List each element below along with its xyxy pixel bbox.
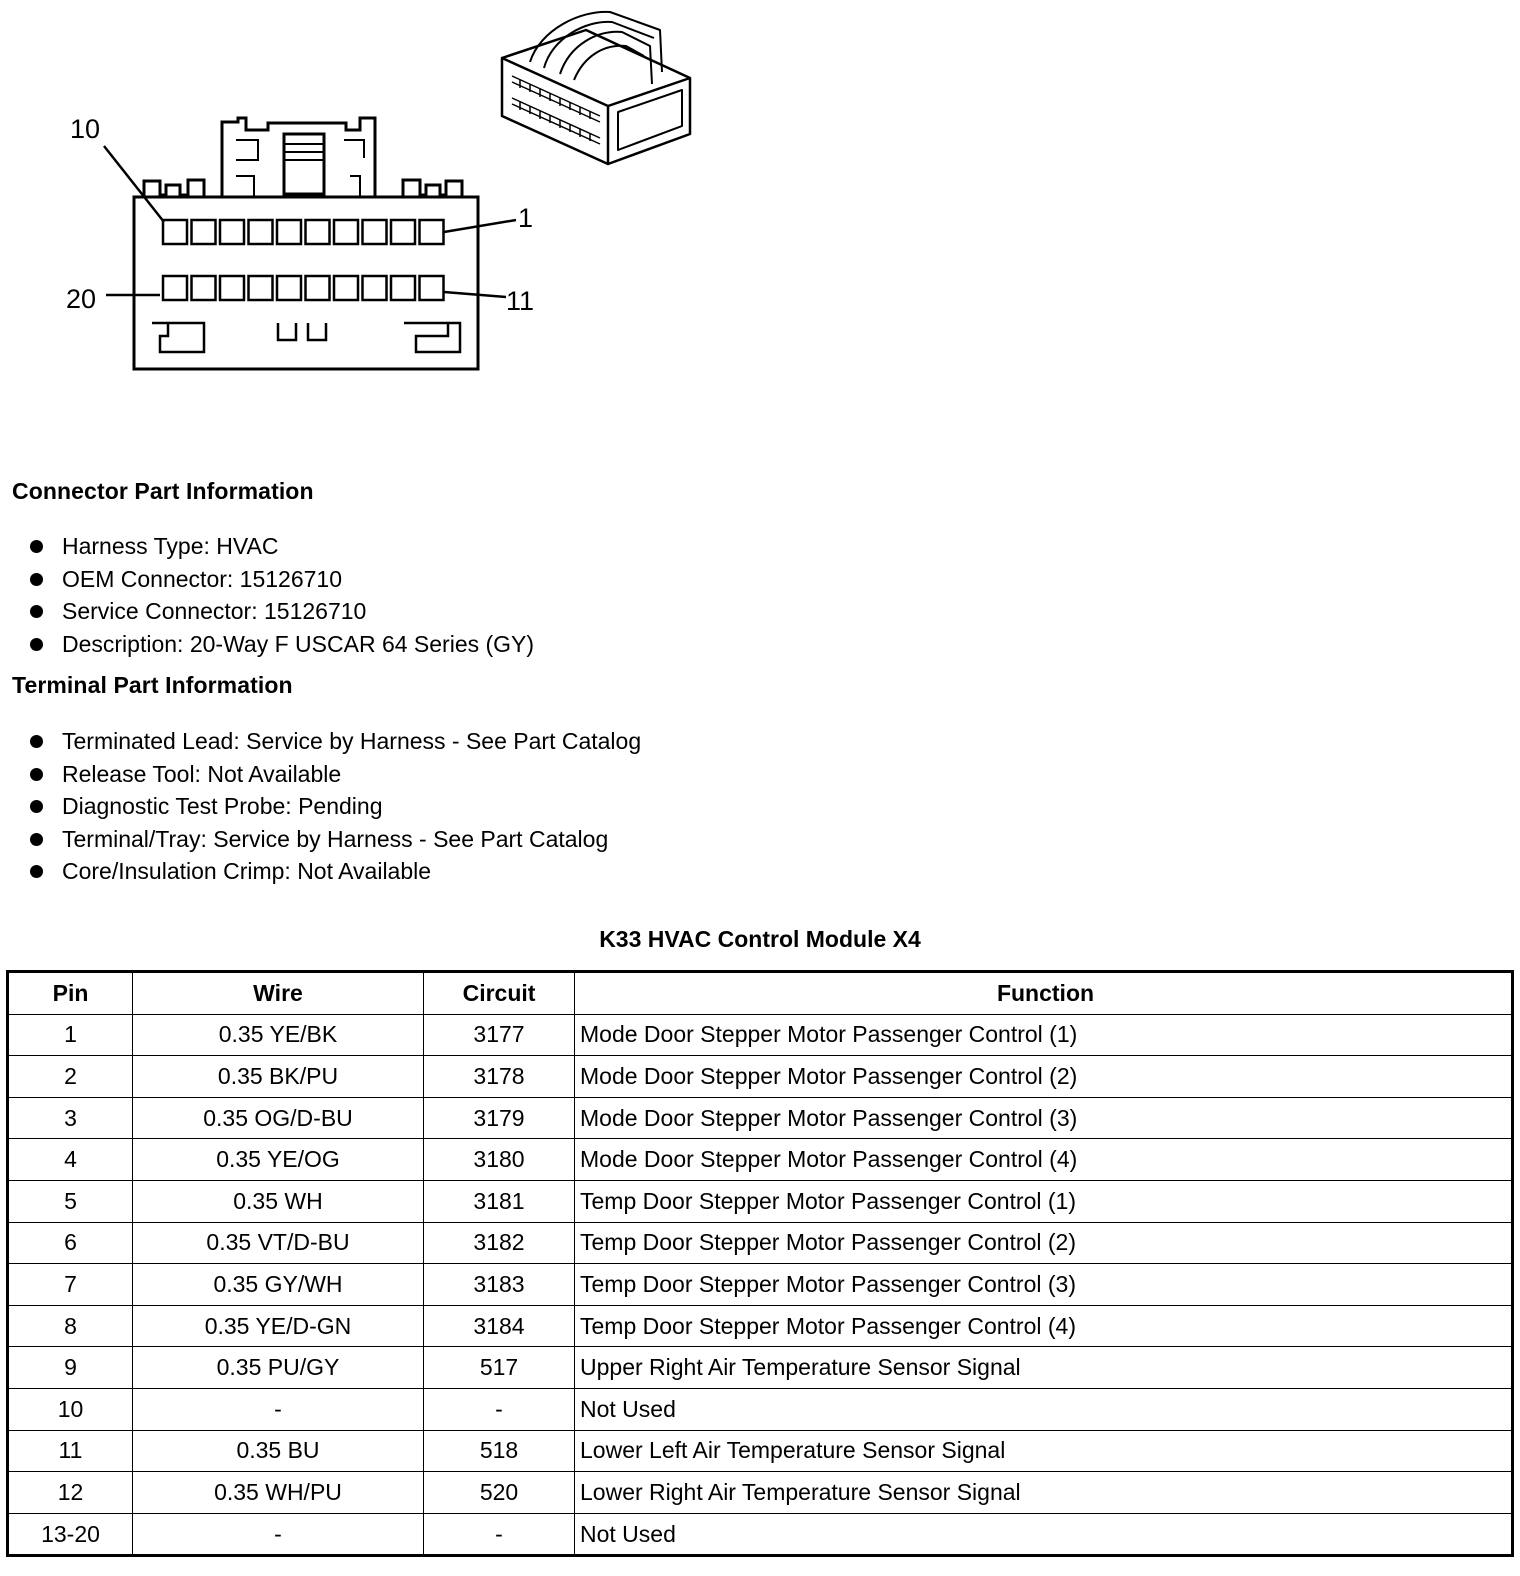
cell-pin: 11	[8, 1430, 133, 1472]
connector-diagram	[0, 0, 1520, 420]
cell-wire: 0.35 YE/BK	[133, 1014, 424, 1056]
cell-circuit: 3183	[424, 1264, 575, 1306]
cell-circuit: 3179	[424, 1097, 575, 1139]
cell-wire: 0.35 BU	[133, 1430, 424, 1472]
cell-wire: 0.35 YE/D-GN	[133, 1305, 424, 1347]
cell-pin: 10	[8, 1388, 133, 1430]
table-body	[8, 1014, 1513, 1556]
bullet-icon	[30, 605, 43, 618]
cell-pin: 8	[8, 1305, 133, 1347]
cell-function: Not Used	[575, 1513, 1513, 1556]
cell-pin: 12	[8, 1472, 133, 1514]
cavity-bottom-cavity	[163, 276, 187, 300]
cell-function: Mode Door Stepper Motor Passenger Control (2)	[575, 1056, 1513, 1098]
cavity-top-cavity	[363, 220, 387, 244]
bullet-icon	[30, 865, 43, 878]
cavity-bottom-cavity	[220, 276, 244, 300]
cell-wire: -	[133, 1513, 424, 1556]
list-item: Terminated Lead: Service by Harness - See Part Catalog	[28, 725, 641, 758]
cell-function: Mode Door Stepper Motor Passenger Control (1)	[575, 1014, 1513, 1056]
connector-bottom-keys	[152, 323, 460, 352]
table-row	[8, 1222, 1513, 1264]
cavity-bottom-cavity	[192, 276, 216, 300]
connector-top-tabs-right	[403, 180, 462, 197]
cavity-row-bottom	[163, 276, 444, 300]
connector-latch-tower	[222, 118, 375, 197]
cell-circuit: 517	[424, 1347, 575, 1389]
table-row	[8, 1056, 1513, 1098]
cavity-top-cavity	[277, 220, 301, 244]
leader-line-pin1	[444, 220, 516, 232]
cavity-top-cavity	[220, 220, 244, 244]
cell-function: Temp Door Stepper Motor Passenger Control (2)	[575, 1222, 1513, 1264]
cell-pin: 1	[8, 1014, 133, 1056]
cavity-bottom-cavity	[306, 276, 330, 300]
cell-pin: 5	[8, 1180, 133, 1222]
connector-top-tabs-left	[144, 180, 204, 197]
connector-info-heading: Connector Part Information	[12, 478, 314, 504]
cell-wire: 0.35 GY/WH	[133, 1264, 424, 1306]
cavity-top-cavity	[249, 220, 273, 244]
list-item: Terminal/Tray: Service by Harness - See Part Catalog	[28, 823, 641, 856]
cell-function: Lower Left Air Temperature Sensor Signal	[575, 1430, 1513, 1472]
cell-circuit: -	[424, 1388, 575, 1430]
cell-function: Not Used	[575, 1388, 1513, 1430]
bullet-icon	[30, 768, 43, 781]
cell-function: Temp Door Stepper Motor Passenger Control (3)	[575, 1264, 1513, 1306]
table-title: K33 HVAC Control Module X4	[599, 926, 921, 952]
cavity-bottom-cavity	[249, 276, 273, 300]
cell-function: Lower Right Air Temperature Sensor Signal	[575, 1472, 1513, 1514]
table-row	[8, 1097, 1513, 1139]
list-item: Release Tool: Not Available	[28, 758, 641, 791]
table-row	[8, 1139, 1513, 1181]
cell-pin: 13-20	[8, 1513, 133, 1556]
cell-wire: 0.35 PU/GY	[133, 1347, 424, 1389]
table-row	[8, 1472, 1513, 1514]
bullet-icon	[30, 638, 43, 651]
pin-label-1: 1	[518, 203, 534, 233]
bullet-icon	[30, 800, 43, 813]
cavity-top-cavity	[420, 220, 444, 244]
bullet-icon	[30, 735, 43, 748]
cell-function: Temp Door Stepper Motor Passenger Control (4)	[575, 1305, 1513, 1347]
cell-pin: 3	[8, 1097, 133, 1139]
pinout-table	[6, 970, 1514, 1557]
cell-wire: 0.35 WH/PU	[133, 1472, 424, 1514]
pin-label-10: 10	[70, 114, 101, 144]
connector-info-list	[28, 530, 534, 660]
column-header-circuit: Circuit	[424, 972, 575, 1015]
table-row	[8, 1180, 1513, 1222]
cavity-bottom-cavity	[391, 276, 415, 300]
cavity-top-cavity	[391, 220, 415, 244]
list-item: Core/Insulation Crimp: Not Available	[28, 855, 641, 888]
cell-circuit: 520	[424, 1472, 575, 1514]
table-row	[8, 1347, 1513, 1389]
cell-wire: 0.35 BK/PU	[133, 1056, 424, 1098]
table-row	[8, 1388, 1513, 1430]
table-row	[8, 1264, 1513, 1306]
cell-circuit: 3177	[424, 1014, 575, 1056]
cell-wire: 0.35 VT/D-BU	[133, 1222, 424, 1264]
table-row	[8, 1305, 1513, 1347]
cell-wire: 0.35 WH	[133, 1180, 424, 1222]
cell-pin: 2	[8, 1056, 133, 1098]
terminal-info-list	[28, 725, 641, 888]
cavity-bottom-cavity	[363, 276, 387, 300]
list-item: Diagnostic Test Probe: Pending	[28, 790, 641, 823]
cell-circuit: 3182	[424, 1222, 575, 1264]
cell-function: Temp Door Stepper Motor Passenger Control (1)	[575, 1180, 1513, 1222]
cell-circuit: 3178	[424, 1056, 575, 1098]
pin-label-11: 11	[506, 286, 535, 316]
cavity-top-cavity	[192, 220, 216, 244]
cell-circuit: 3180	[424, 1139, 575, 1181]
list-item: Service Connector: 15126710	[28, 595, 534, 628]
cell-circuit: 3184	[424, 1305, 575, 1347]
table-row	[8, 1513, 1513, 1556]
cell-function: Upper Right Air Temperature Sensor Signal	[575, 1347, 1513, 1389]
cavity-top-cavity	[306, 220, 330, 244]
cell-wire: 0.35 OG/D-BU	[133, 1097, 424, 1139]
table-row	[8, 1430, 1513, 1472]
pin-label-20: 20	[66, 284, 97, 314]
table-header-row	[8, 972, 1513, 1015]
column-header-function: Function	[575, 972, 1513, 1015]
cavity-bottom-cavity	[277, 276, 301, 300]
cavity-top-cavity	[334, 220, 358, 244]
leader-line-pin11	[444, 292, 506, 297]
cell-function: Mode Door Stepper Motor Passenger Control (4)	[575, 1139, 1513, 1181]
cell-function: Mode Door Stepper Motor Passenger Control (3)	[575, 1097, 1513, 1139]
cell-wire: 0.35 YE/OG	[133, 1139, 424, 1181]
list-item: Description: 20-Way F USCAR 64 Series (GY)	[28, 628, 534, 661]
cavity-bottom-cavity	[420, 276, 444, 300]
cell-pin: 7	[8, 1264, 133, 1306]
cell-pin: 6	[8, 1222, 133, 1264]
cavity-top-cavity	[163, 220, 187, 244]
cavity-row-top	[163, 220, 444, 244]
table-row	[8, 1014, 1513, 1056]
bullet-icon	[30, 833, 43, 846]
cell-wire: -	[133, 1388, 424, 1430]
column-header-pin: Pin	[8, 972, 133, 1015]
bullet-icon	[30, 573, 43, 586]
column-header-wire: Wire	[133, 972, 424, 1015]
connector-isometric-illustration	[502, 12, 690, 164]
cavity-bottom-cavity	[334, 276, 358, 300]
cell-circuit: 3181	[424, 1180, 575, 1222]
cell-pin: 9	[8, 1347, 133, 1389]
cell-pin: 4	[8, 1139, 133, 1181]
bullet-icon	[30, 540, 43, 553]
cell-circuit: -	[424, 1513, 575, 1556]
cell-circuit: 518	[424, 1430, 575, 1472]
list-item: Harness Type: HVAC	[28, 530, 534, 563]
list-item: OEM Connector: 15126710	[28, 563, 534, 596]
terminal-info-heading: Terminal Part Information	[12, 672, 293, 698]
